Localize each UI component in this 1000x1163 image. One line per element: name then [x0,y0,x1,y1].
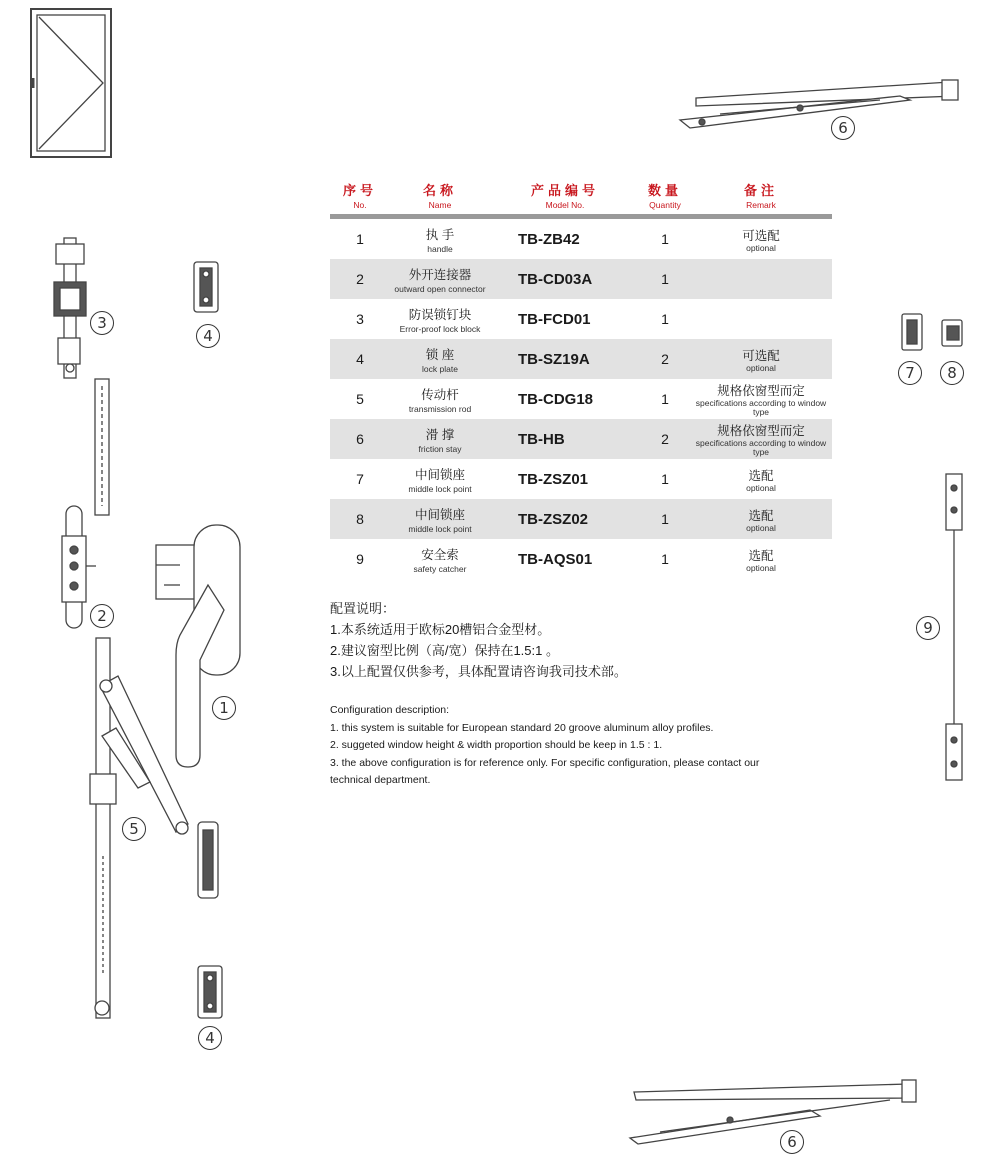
cell-name: 传动杆 transmission rod [408,387,472,414]
config-en-line: 3. the above configuration is for reference only. For specific configuration, please contact our technical department. [330,756,760,786]
cell-name: 锁 座 lock plate [422,347,458,374]
callout-3: 3 [90,311,114,335]
cell-remark: 规格依窗型而定 specifications according to window type [695,384,827,417]
table-row [330,459,832,499]
header-no: 序号 No. [342,183,377,210]
callout-2: 2 [90,604,114,628]
cell-model: TB-ZB42 [518,230,580,248]
cell-qty: 2 [661,351,669,367]
cell-model: TB-FCD01 [518,310,591,328]
table-row [330,379,832,419]
cell-name: 中间锁座 middle lock point [408,507,472,534]
cell-model: TB-HB [518,430,565,448]
table-header-row [330,178,832,219]
cell-no: 1 [356,231,364,247]
callout-8: 8 [940,361,964,385]
middle-lock-point-7-drawing [900,312,924,352]
cell-remark: 规格依窗型而定 specifications according to window type [695,424,827,457]
callout-7: 7 [898,361,922,385]
callout-5: 5 [122,817,146,841]
parts-spec-table [330,178,832,579]
config-en-line: 1. this system is suitable for European standard 20 groove aluminum alloy profiles. [330,721,714,734]
safety-catcher-drawing [940,474,966,784]
cell-qty: 1 [661,391,669,407]
cell-model: TB-CDG18 [518,390,594,408]
error-proof-lock-block-drawing [50,238,90,380]
table-row [330,299,832,339]
callout-1: 1 [212,696,236,720]
config-cn-line: 3.以上配置仅供参考，具体配置请咨询我司技术部。 [330,664,627,679]
header-qty: 数量 Quantity [647,183,682,210]
cell-model: TB-CD03A [518,270,593,288]
table-row [330,259,832,299]
cell-no: 5 [356,391,364,407]
cell-no: 8 [356,511,364,527]
cell-no: 4 [356,351,364,367]
window-diagram-icon [30,8,112,158]
header-name: 名称 Name [422,183,457,210]
cell-qty: 2 [661,431,669,447]
friction-stay-bottom-drawing [630,1080,920,1146]
cell-qty: 1 [661,511,669,527]
friction-stay-top-drawing [680,80,970,130]
cell-qty: 1 [661,551,669,567]
cell-name: 滑 撑 friction stay [418,427,462,454]
config-description-en [330,702,800,790]
cell-no: 7 [356,471,364,487]
config-cn-line: 1.本系统适用于欧标20槽铝合金型材。 [330,622,551,637]
middle-lock-point-8-drawing [938,318,966,350]
cell-model: TB-SZ19A [518,350,590,368]
table-row [330,539,832,579]
cell-name: 安全索 safety catcher [413,547,467,574]
cell-remark: 可选配 optional [742,228,780,253]
config-en-title: Configuration description: [330,704,450,716]
cell-remark: 选配 optional [746,548,776,573]
table-row [330,339,832,379]
callout-4-top: 4 [196,324,220,348]
cell-name: 外开连接器 outward open connector [394,267,486,294]
cell-name: 中间锁座 middle lock point [408,467,472,494]
callout-4-bottom: 4 [198,1026,222,1050]
table-row [330,419,832,459]
cell-name: 防误锁钉块 Error-proof lock block [399,307,481,334]
cell-qty: 1 [661,271,669,287]
cell-model: TB-AQS01 [518,550,593,568]
cell-no: 3 [356,311,364,327]
config-cn-line: 2.建议窗型比例（高/宽）保持在1.5:1 。 [330,643,559,658]
callout-6-bottom: 6 [780,1130,804,1154]
cell-qty: 1 [661,231,669,247]
callout-9: 9 [916,616,940,640]
cell-model: TB-ZSZ02 [518,510,589,528]
cell-no: 6 [356,431,364,447]
lock-plate-top-drawing [192,260,220,314]
table-row [330,499,832,539]
config-cn-title: 配置说明： [330,601,396,616]
cell-remark: 可选配 optional [742,348,780,373]
cell-name: 执 手 handle [425,227,455,254]
callout-6-top: 6 [831,116,855,140]
table-row [330,219,832,259]
cell-model: TB-ZSZ01 [518,470,589,488]
config-description-cn [330,598,627,682]
cell-no: 9 [356,551,364,567]
cell-no: 2 [356,271,364,287]
cell-qty: 1 [661,471,669,487]
header-remark: 备注 Remark [743,183,778,210]
cell-remark: 选配 optional [746,508,776,533]
lock-plate-bottom-drawing [196,964,224,1020]
cell-remark: 选配 optional [746,468,776,493]
header-model: 产品编号 Model No. [530,183,599,210]
transmission-rod-segment-drawing [94,378,110,518]
cell-qty: 1 [661,311,669,327]
lock-plate-middle-drawing [196,820,220,900]
config-en-line: 2. suggeted window height & width proportion should be keep in 1.5 : 1. [330,739,663,751]
